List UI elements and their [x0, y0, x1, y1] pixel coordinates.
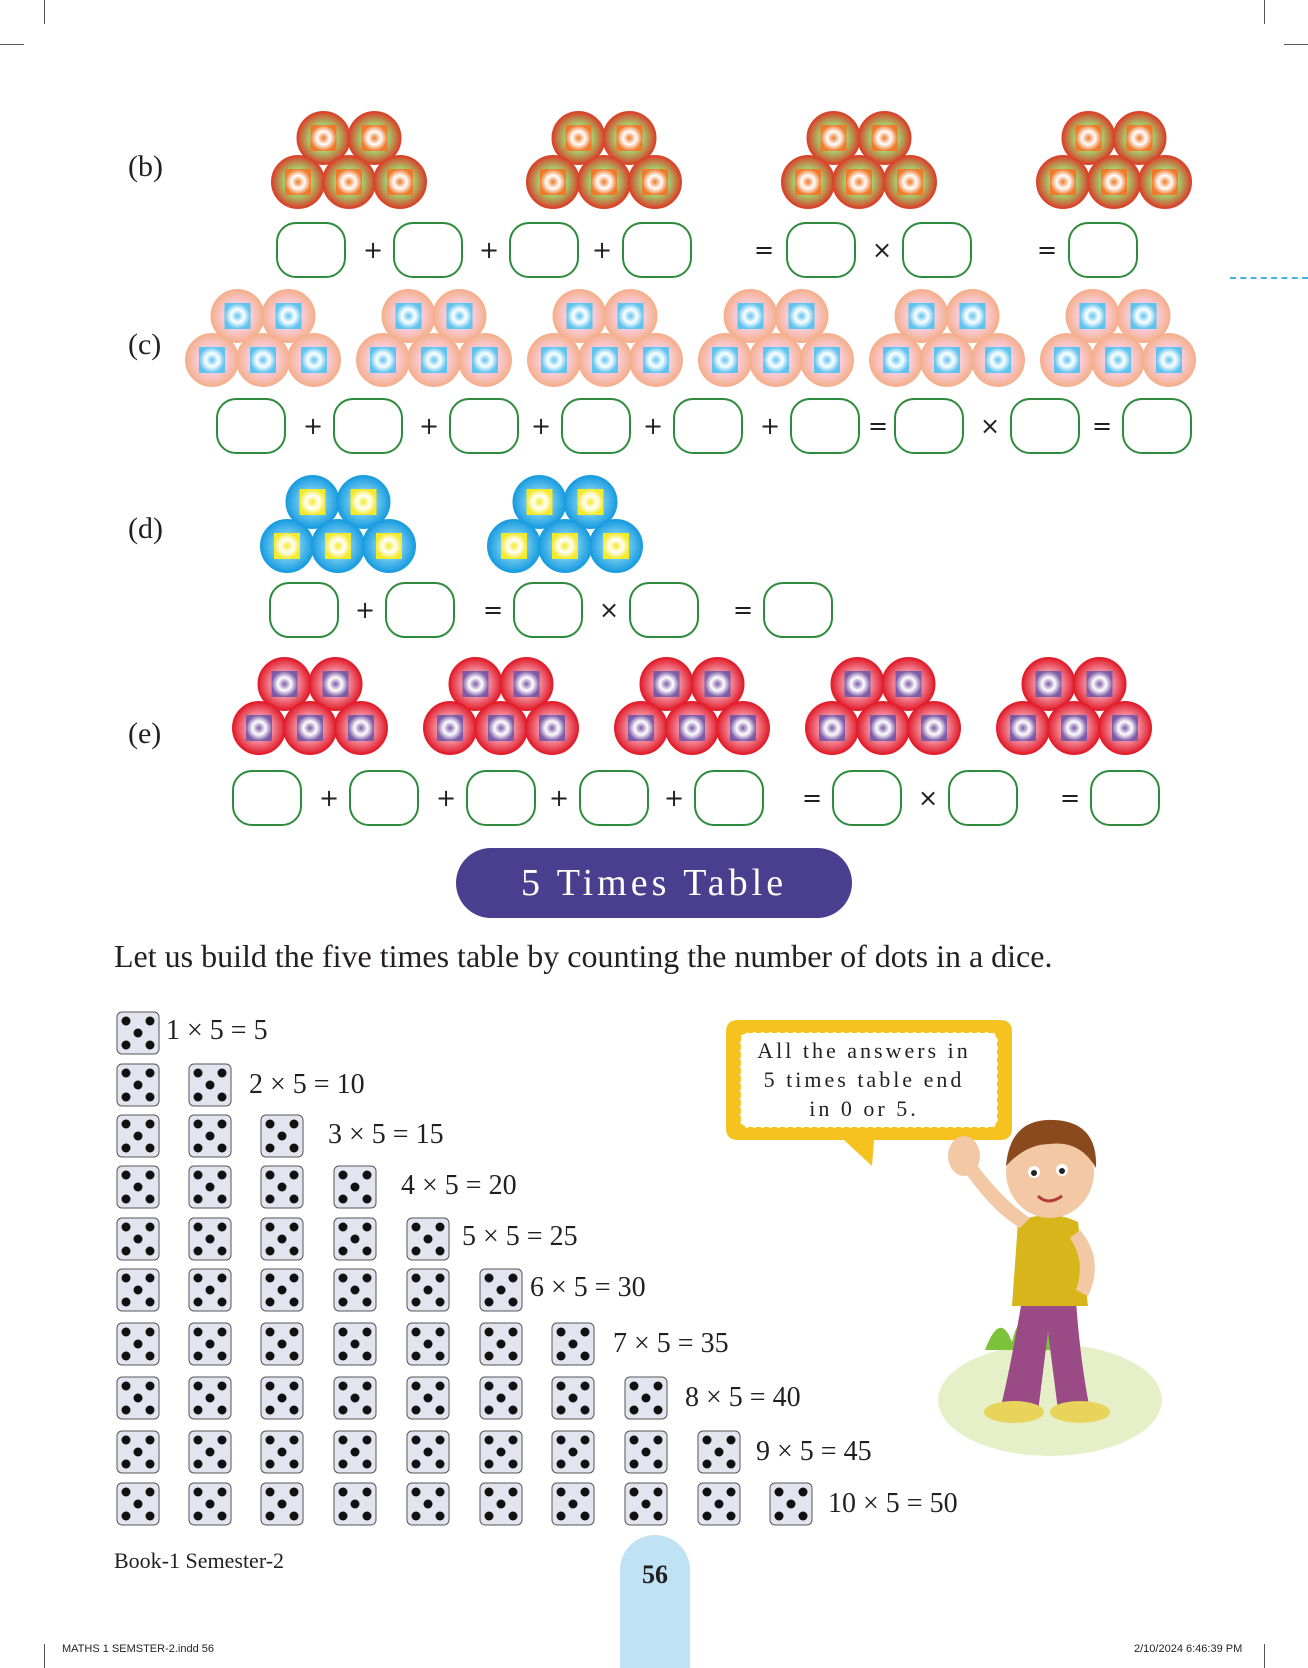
counter-inner-square — [1127, 125, 1153, 151]
page-number: 56 — [642, 1560, 668, 1589]
answer-box[interactable] — [393, 222, 463, 278]
table-row-10: 10 × 5 = 50 — [828, 1488, 958, 1519]
dice-five-icon — [406, 1482, 450, 1526]
counter-inner-square — [712, 347, 738, 373]
answer-box[interactable] — [763, 582, 833, 638]
counter-inner-square — [591, 169, 617, 195]
counter-inner-square — [705, 671, 731, 697]
counter-inner-square — [199, 347, 225, 373]
table-row-9: 9 × 5 = 45 — [756, 1436, 872, 1467]
counter-inner-square — [883, 347, 909, 373]
counter-inner-square — [1105, 347, 1131, 373]
counter-inner-square — [463, 671, 489, 697]
bubble-line-3: in 0 or 5. — [809, 1096, 919, 1121]
counter-inner-square — [846, 169, 872, 195]
answer-box[interactable] — [579, 770, 649, 826]
counter-inner-square — [540, 169, 566, 195]
operator-symbol: × — [599, 596, 620, 624]
dice-five-icon — [260, 1430, 304, 1474]
operator-symbol: = — [1037, 236, 1058, 264]
operator-symbol: + — [664, 784, 685, 812]
operator-symbol: = — [1092, 412, 1113, 440]
slug-file: MATHS 1 SEMSTER-2.indd 56 — [62, 1643, 215, 1655]
counter-inner-square — [552, 533, 578, 559]
operator-symbol: = — [802, 784, 823, 812]
table-row-3: 3 × 5 = 15 — [328, 1119, 444, 1150]
dice-five-icon — [188, 1430, 232, 1474]
counter-inner-square — [738, 303, 764, 329]
counter-inner-square — [909, 303, 935, 329]
operator-symbol: + — [592, 236, 613, 264]
counter-inner-square — [578, 489, 604, 515]
operator-symbol: + — [355, 596, 376, 624]
counter-inner-square — [1050, 169, 1076, 195]
dice-five-icon — [406, 1430, 450, 1474]
counter-inner-square — [567, 303, 593, 329]
dice-five-icon — [479, 1482, 523, 1526]
dice-five-icon — [116, 1011, 160, 1055]
dice-five-icon — [188, 1322, 232, 1366]
operator-symbol: = — [868, 412, 889, 440]
counter-inner-square — [566, 125, 592, 151]
dice-five-icon — [188, 1482, 232, 1526]
answer-box[interactable] — [333, 398, 403, 454]
counter-inner-square — [301, 347, 327, 373]
counter-inner-square — [437, 715, 463, 741]
counter-inner-square — [679, 715, 705, 741]
dice-five-icon — [260, 1114, 304, 1158]
counter-inner-square — [845, 671, 871, 697]
page-tab — [620, 1535, 690, 1668]
operator-symbol: = — [733, 596, 754, 624]
dice-five-icon — [333, 1268, 377, 1312]
dice-five-icon — [260, 1322, 304, 1366]
dice-five-icon — [551, 1322, 595, 1366]
counter-inner-square — [603, 533, 629, 559]
dice-five-icon — [697, 1430, 741, 1474]
operator-symbol: + — [760, 412, 781, 440]
dice-five-icon — [406, 1217, 450, 1261]
exercise-label-e: (e) — [128, 717, 162, 750]
dice-five-icon — [624, 1482, 668, 1526]
slug-timestamp: 2/10/2024 6:46:39 PM — [1134, 1643, 1243, 1655]
counter-inner-square — [618, 303, 644, 329]
dice-five-icon — [260, 1165, 304, 1209]
dice-five-icon — [116, 1322, 160, 1366]
section-title: 5 Times Table — [456, 848, 852, 918]
counter-inner-square — [351, 489, 377, 515]
bubble-line-1: All the answers in — [757, 1038, 971, 1063]
dice-five-icon — [624, 1430, 668, 1474]
counter-inner-square — [514, 671, 540, 697]
counter-inner-square — [348, 715, 374, 741]
counter-inner-square — [1080, 303, 1106, 329]
counter-inner-square — [763, 347, 789, 373]
dice-five-icon — [479, 1322, 523, 1366]
answer-box[interactable] — [449, 398, 519, 454]
dice-five-icon — [479, 1268, 523, 1312]
dice-five-icon — [697, 1482, 741, 1526]
counter-inner-square — [285, 169, 311, 195]
dice-five-icon — [406, 1376, 450, 1420]
dice-five-icon — [406, 1268, 450, 1312]
counter-inner-square — [642, 169, 668, 195]
counter-inner-square — [276, 303, 302, 329]
table-row-5: 5 × 5 = 25 — [462, 1221, 578, 1252]
counter-inner-square — [592, 347, 618, 373]
answer-box[interactable] — [385, 582, 455, 638]
counter-inner-square — [921, 715, 947, 741]
counter-inner-square — [421, 347, 447, 373]
counter-inner-square — [814, 347, 840, 373]
dice-five-icon — [188, 1268, 232, 1312]
dice-five-icon — [260, 1268, 304, 1312]
counter-inner-square — [1156, 347, 1182, 373]
answer-box[interactable] — [509, 222, 579, 278]
answer-box[interactable] — [561, 398, 631, 454]
operator-symbol: + — [549, 784, 570, 812]
answer-box[interactable] — [790, 398, 860, 454]
answer-box[interactable] — [622, 222, 692, 278]
counter-inner-square — [539, 715, 565, 741]
counter-inner-square — [250, 347, 276, 373]
answer-box[interactable] — [894, 398, 964, 454]
answer-box[interactable] — [216, 398, 286, 454]
dice-five-icon — [333, 1165, 377, 1209]
dice-five-icon — [188, 1376, 232, 1420]
operator-symbol: × — [872, 236, 893, 264]
dice-five-icon — [116, 1165, 160, 1209]
answer-box[interactable] — [673, 398, 743, 454]
table-row-4: 4 × 5 = 20 — [401, 1170, 517, 1201]
operator-symbol: + — [479, 236, 500, 264]
answer-box[interactable] — [1090, 770, 1160, 826]
operator-symbol: = — [754, 236, 775, 264]
dice-five-icon — [188, 1217, 232, 1261]
boy-illustration — [930, 1110, 1170, 1460]
dice-five-icon — [188, 1063, 232, 1107]
counter-inner-square — [225, 303, 251, 329]
dice-five-icon — [333, 1217, 377, 1261]
dice-five-icon — [769, 1482, 813, 1526]
exercise-label-d: (d) — [128, 512, 163, 545]
operator-symbol: + — [319, 784, 340, 812]
counter-inner-square — [1036, 671, 1062, 697]
dice-five-icon — [260, 1217, 304, 1261]
counter-inner-square — [643, 347, 669, 373]
counter-inner-square — [527, 489, 553, 515]
dice-five-icon — [551, 1482, 595, 1526]
dice-five-icon — [551, 1430, 595, 1474]
dice-five-icon — [333, 1376, 377, 1420]
dice-five-icon — [188, 1165, 232, 1209]
exercise-label-c: (c) — [128, 328, 162, 361]
counter-inner-square — [488, 715, 514, 741]
crop-mark — [1264, 1644, 1265, 1668]
dice-five-icon — [406, 1322, 450, 1366]
counter-inner-square — [246, 715, 272, 741]
counter-inner-square — [896, 671, 922, 697]
table-row-7: 7 × 5 = 35 — [613, 1328, 729, 1359]
counter-inner-square — [336, 169, 362, 195]
counter-inner-square — [628, 715, 654, 741]
answer-box[interactable] — [466, 770, 536, 826]
answer-box[interactable] — [948, 770, 1018, 826]
counter-inner-square — [472, 347, 498, 373]
counter-inner-square — [387, 169, 413, 195]
counter-inner-square — [1131, 303, 1157, 329]
operator-symbol: = — [483, 596, 504, 624]
answer-box[interactable] — [232, 770, 302, 826]
counter-inner-square — [501, 533, 527, 559]
counter-inner-square — [985, 347, 1011, 373]
counter-inner-square — [1010, 715, 1036, 741]
operator-symbol: × — [918, 784, 939, 812]
table-row-2: 2 × 5 = 10 — [249, 1069, 365, 1100]
counter-inner-square — [447, 303, 473, 329]
counter-inner-square — [960, 303, 986, 329]
counter-inner-square — [1087, 671, 1113, 697]
table-row-8: 8 × 5 = 40 — [685, 1382, 801, 1413]
dice-five-icon — [260, 1482, 304, 1526]
dice-five-icon — [479, 1376, 523, 1420]
answer-box[interactable] — [269, 582, 339, 638]
dice-five-icon — [116, 1063, 160, 1107]
operator-symbol: + — [419, 412, 440, 440]
answer-box[interactable] — [513, 582, 583, 638]
crop-mark — [44, 1644, 45, 1668]
operator-symbol: + — [303, 412, 324, 440]
operator-symbol: + — [531, 412, 552, 440]
counter-inner-square — [274, 533, 300, 559]
operator-symbol: = — [1060, 784, 1081, 812]
dice-five-icon — [116, 1114, 160, 1158]
counter-inner-square — [1112, 715, 1138, 741]
exercise-label-b: (b) — [128, 150, 163, 183]
operator-symbol: × — [980, 412, 1001, 440]
counter-inner-square — [870, 715, 896, 741]
dice-five-icon — [333, 1482, 377, 1526]
counter-inner-square — [654, 671, 680, 697]
bubble-line-2: 5 times table end — [763, 1067, 965, 1092]
dice-five-icon — [479, 1430, 523, 1474]
counter-inner-square — [897, 169, 923, 195]
counter-inner-square — [323, 671, 349, 697]
counter-inner-square — [819, 715, 845, 741]
counter-inner-square — [297, 715, 323, 741]
dice-five-icon — [260, 1376, 304, 1420]
counter-inner-square — [300, 489, 326, 515]
dice-five-icon — [551, 1376, 595, 1420]
counter-inner-square — [272, 671, 298, 697]
counter-inner-square — [541, 347, 567, 373]
answer-box[interactable] — [832, 770, 902, 826]
answer-box[interactable] — [1010, 398, 1080, 454]
dice-five-icon — [333, 1430, 377, 1474]
counter-inner-square — [311, 125, 337, 151]
counter-inner-square — [795, 169, 821, 195]
counter-inner-square — [1101, 169, 1127, 195]
counter-inner-square — [872, 125, 898, 151]
counter-inner-square — [325, 533, 351, 559]
dice-five-icon — [624, 1376, 668, 1420]
dice-five-icon — [116, 1376, 160, 1420]
counter-inner-square — [370, 347, 396, 373]
counter-inner-square — [1061, 715, 1087, 741]
answer-box[interactable] — [786, 222, 856, 278]
dice-five-icon — [116, 1430, 160, 1474]
counter-inner-square — [1152, 169, 1178, 195]
table-row-1: 1 × 5 = 5 — [166, 1015, 268, 1046]
counter-inner-square — [396, 303, 422, 329]
dice-five-icon — [333, 1322, 377, 1366]
counter-inner-square — [934, 347, 960, 373]
counter-inner-square — [821, 125, 847, 151]
operator-symbol: + — [363, 236, 384, 264]
table-row-6: 6 × 5 = 30 — [530, 1272, 646, 1303]
operator-symbol: + — [643, 412, 664, 440]
dice-five-icon — [116, 1268, 160, 1312]
counter-inner-square — [362, 125, 388, 151]
answer-box[interactable] — [1122, 398, 1192, 454]
dice-five-icon — [188, 1114, 232, 1158]
answer-box[interactable] — [694, 770, 764, 826]
book-label: Book-1 Semester-2 — [114, 1548, 285, 1573]
answer-box[interactable] — [349, 770, 419, 826]
answer-box[interactable] — [1068, 222, 1138, 278]
counter-inner-square — [1076, 125, 1102, 151]
counter-inner-square — [730, 715, 756, 741]
counter-inner-square — [1054, 347, 1080, 373]
dice-five-icon — [116, 1217, 160, 1261]
dice-five-icon — [116, 1482, 160, 1526]
counter-inner-square — [789, 303, 815, 329]
counter-inner-square — [376, 533, 402, 559]
operator-symbol: + — [436, 784, 457, 812]
answer-box[interactable] — [276, 222, 346, 278]
counter-inner-square — [617, 125, 643, 151]
intro-text: Let us build the five times table by counting the number of dots in a dice. — [114, 938, 1053, 974]
answer-box[interactable] — [629, 582, 699, 638]
answer-box[interactable] — [902, 222, 972, 278]
